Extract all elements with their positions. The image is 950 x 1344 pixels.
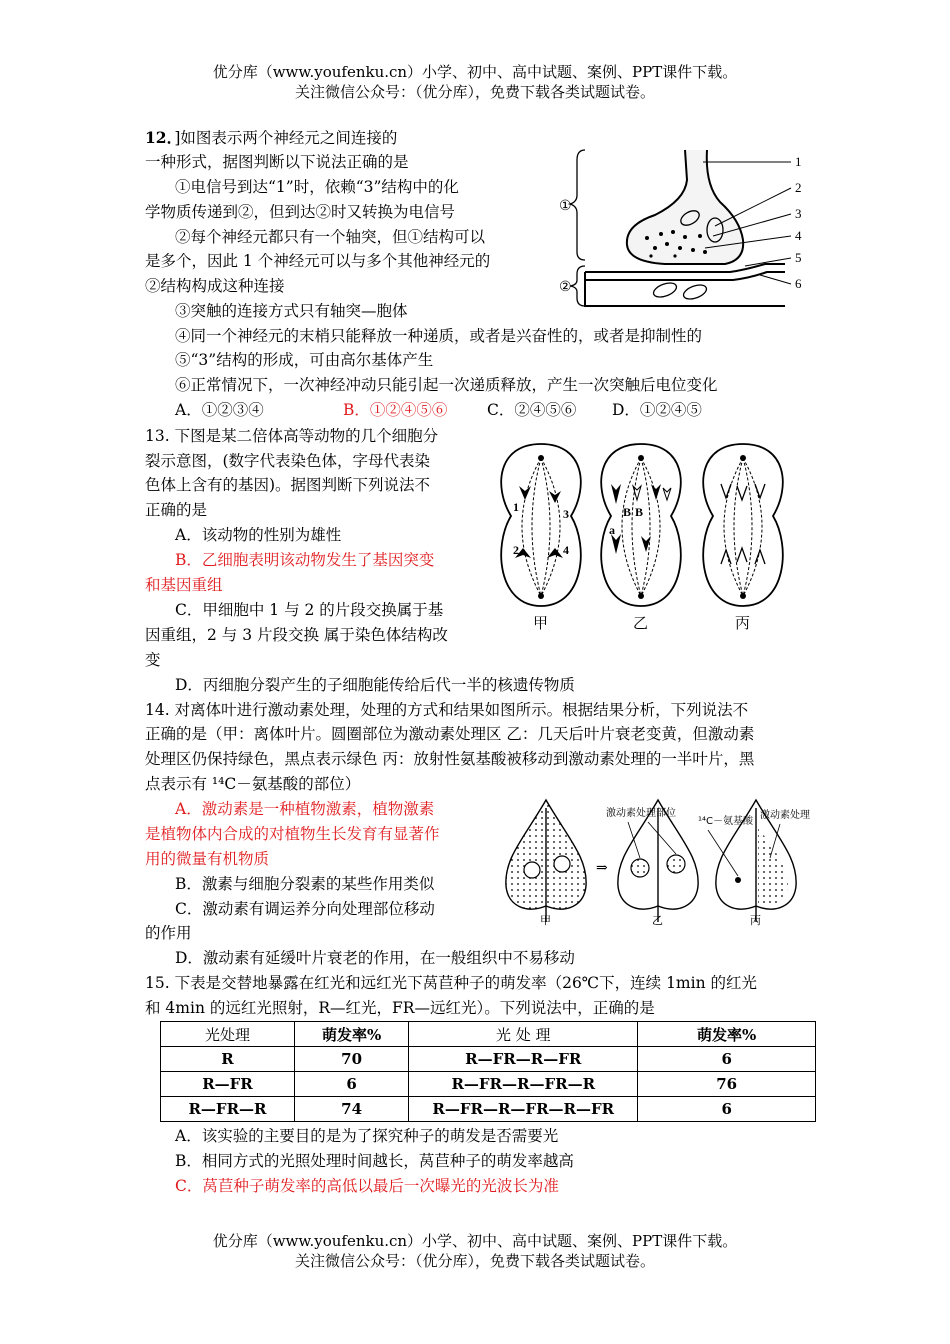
q12-option-d: D．①②④⑤ <box>612 401 702 419</box>
q13-option-a: A．该动物的性别为雄性 <box>175 526 342 544</box>
chromosome-num-4: 4 <box>563 543 569 557</box>
q15-option-a: A．该实验的主要目的是为了探究种子的萌发是否需要光 <box>175 1127 559 1145</box>
table-cell: 76 <box>638 1072 816 1097</box>
table-cell: R—FR—R <box>161 1097 295 1122</box>
table-cell: 6 <box>638 1097 816 1122</box>
table-header-row <box>161 1022 816 1047</box>
q13-option-d: D．丙细胞分裂产生的子细胞能传给后代一半的核遗传物质 <box>175 676 575 694</box>
q12-stem-text: ]如图表示两个神经元之间连接的 <box>174 129 398 147</box>
q14-option-c-line-2: 的作用 <box>145 924 192 942</box>
caption-jia: 甲 <box>533 616 549 632</box>
header-line-1: 优分库（www.youfenku.cn）小学、初中、高中试题、案例、PPT课件下载。 <box>212 63 738 81</box>
table-cell: 6 <box>294 1072 408 1097</box>
cell-bing <box>703 444 783 606</box>
table-header-cell: 光处理 <box>161 1022 295 1047</box>
q12-stem-line-1 <box>145 127 397 149</box>
q15-option-b: B．相同方式的光照处理时间越长，莴苣种子的萌发率越高 <box>175 1152 574 1170</box>
fig-label-3: 3 <box>795 206 802 221</box>
table-cell: R—FR—R—FR—R—FR <box>409 1097 638 1122</box>
q12-statement-5: ⑤“3”结构的形成，可由高尔基体产生 <box>175 351 434 369</box>
q12-statement-1b: 学物质传递到②，但到达②时又转换为电信号 <box>145 203 456 221</box>
q14-option-d: D．激动素有延缓叶片衰老的作用，在一般组织中不易移动 <box>175 949 575 967</box>
chromosome-num-3: 3 <box>563 507 569 521</box>
germination-table <box>160 1021 816 1122</box>
fig-label-2: 2 <box>795 180 802 195</box>
caption-yi: 乙 <box>633 616 649 632</box>
q13-option-b-line-2: 和基因重组 <box>145 576 223 594</box>
q12-statement-1a: ①电信号到达“1”时，依赖“3”结构中的化 <box>175 178 459 196</box>
q12-statement-2b: 是多个，因此 1 个神经元可以与多个其他神经元的 <box>145 252 491 270</box>
table-row <box>161 1097 816 1122</box>
brace-label-2: ② <box>559 279 572 295</box>
q15-stem-line-2: 和 4min 的远红光照射，R—红光，FR—远红光）。下列说法中，正确的是 <box>145 999 655 1017</box>
fig-label-1: 1 <box>795 154 802 169</box>
gene-label-b2: B <box>635 505 644 519</box>
fig-label-kinetin-zone: 激动素处理部位 <box>606 808 676 819</box>
leaf-caption-bing: 丙 <box>750 914 761 927</box>
table-header-cell: 萌发率% <box>294 1022 408 1047</box>
table-cell: 6 <box>638 1047 816 1072</box>
brace-label-1: ① <box>559 198 572 214</box>
table-cell: R—FR—R—FR <box>409 1047 638 1072</box>
table-row <box>161 1047 816 1072</box>
cell-jia <box>501 444 581 606</box>
table-header-cell: 萌发率% <box>638 1022 816 1047</box>
table-cell: R <box>161 1047 295 1072</box>
table-row <box>161 1072 816 1097</box>
header-line-2: 关注微信公众号：（优分库），免费下载各类试题试卷。 <box>294 83 655 101</box>
q13-stem-line-3: 色体上含有的基因)。据图判断下列说法不 <box>145 476 431 494</box>
chromosome-num-1: 1 <box>513 500 519 514</box>
table-cell: R—FR <box>161 1072 295 1097</box>
q12-number: 12． <box>145 128 175 147</box>
q14-option-c-line-1: C．激动素有调运养分向处理部位移动 <box>175 900 435 918</box>
footer-line-1: 优分库（www.youfenku.cn）小学、初中、高中试题、案例、PPT课件下载。 <box>212 1232 738 1250</box>
table-header-cell: 光 处 理 <box>409 1022 638 1047</box>
q12-statement-2a: ②每个神经元都只有一个轴突，但①结构可以 <box>175 228 486 246</box>
fig-label-5: 5 <box>795 250 802 265</box>
q13-option-c-line-2: 因重组，2 与 3 片段交换 属于染色体结构改 <box>145 626 448 644</box>
gene-label-a: a <box>609 523 615 537</box>
cell-division-diagram <box>493 436 793 636</box>
leaf-caption-jia: 甲 <box>540 914 551 927</box>
q13-stem-line-2: 裂示意图，(数字代表染色体，字母代表染 <box>145 452 431 470</box>
table-cell: 70 <box>294 1047 408 1072</box>
q13-option-c-line-1: C．甲细胞中 1 与 2 的片段交换属于基 <box>175 601 444 619</box>
q14-option-b: B．激素与细胞分裂素的某些作用类似 <box>175 875 435 893</box>
q15-stem-line-1: 15. 下表是交替地暴露在红光和远红光下莴苣种子的萌发率（26℃下，连续 1min 的红光 <box>145 974 757 992</box>
q12-statement-2c: ②结构构成这种连接 <box>145 277 285 295</box>
leaf-diagram <box>498 798 810 928</box>
q14-stem-line-4: 点表示有 ¹⁴C－氨基酸的部位） <box>145 775 361 793</box>
q12-option-a: A．①②③④ <box>175 401 264 419</box>
q13-stem-line-4: 正确的是 <box>145 501 208 519</box>
q14-option-a-line-2: 是植物体内合成的对植物生长发育有显著作 <box>145 825 440 843</box>
leaf-caption-yi: 乙 <box>652 914 663 927</box>
q13-option-c-line-3: 变 <box>145 651 161 669</box>
q14-stem-line-1: 14. 对离体叶进行激动素处理，处理的方式和结果如图所示。根据结果分析，下列说法不 <box>145 701 749 719</box>
q13-option-b-line-1: B．乙细胞表明该动物发生了基因突变 <box>175 551 435 569</box>
table-cell: 74 <box>294 1097 408 1122</box>
fig-label-c14-aa: ¹⁴C－氨基酸 <box>698 816 753 827</box>
table-cell: R—FR—R—FR—R <box>409 1072 638 1097</box>
q14-option-a-line-3: 用的微量有机物质 <box>145 850 270 868</box>
fig-label-6: 6 <box>795 276 802 291</box>
chromosome-num-2: 2 <box>513 543 519 557</box>
fig-label-4: 4 <box>795 228 802 243</box>
q13-stem-line-1: 13. 下图是某二倍体高等动物的几个细胞分 <box>145 427 439 445</box>
q12-statement-6: ⑥正常情况下，一次神经冲动只能引起一次递质释放，产生一次突触后电位变化 <box>175 376 718 394</box>
q14-stem-line-2: 正确的是（甲：离体叶片。圆圈部位为激动素处理区 乙：几天后叶片衰老变黄，但激动素 <box>145 725 755 743</box>
q12-stem-line-2: 一种形式，据图判断以下说法正确的是 <box>145 153 409 171</box>
footer-line-2: 关注微信公众号：（优分库），免费下载各类试题试卷。 <box>294 1252 655 1270</box>
q14-option-a-line-1: A．激动素是一种植物激素，植物激素 <box>175 800 435 818</box>
gene-label-b1: B <box>623 505 632 519</box>
caption-bing: 丙 <box>735 616 751 632</box>
q12-option-c: C．②④⑤⑥ <box>487 401 577 419</box>
fig-label-kinetin: 激动素处理 <box>760 810 810 821</box>
q12-option-b-answer: B．①②④⑤⑥ <box>343 401 448 419</box>
q12-statement-3: ③突触的连接方式只有轴突—胞体 <box>175 302 408 320</box>
q12-statement-4: ④同一个神经元的末梢只能释放一种递质，或者是兴奋性的，或者是抑制性的 <box>175 327 703 345</box>
arrow-glyph: ⇒ <box>596 860 608 876</box>
q14-stem-line-3: 处理区仍保持绿色，黑点表示绿色 丙：放射性氨基酸被移动到激动素处理的一半叶片，黑 <box>145 750 755 768</box>
q15-option-c-answer: C．莴苣种子萌发率的高低以最后一次曝光的光波长为准 <box>175 1177 559 1195</box>
synapse-diagram <box>555 140 815 322</box>
